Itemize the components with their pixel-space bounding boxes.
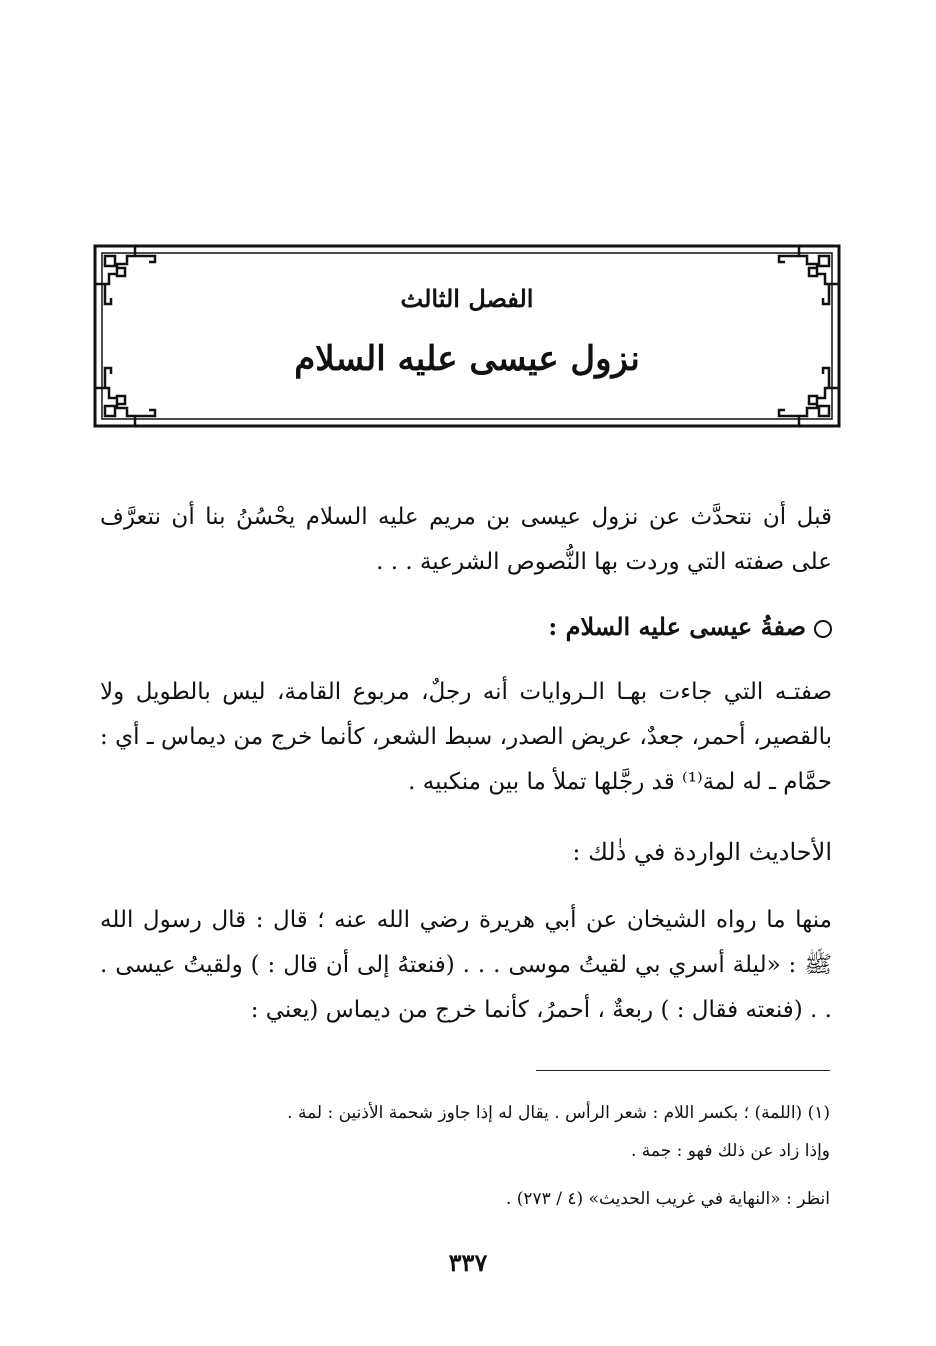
description-paragraph: صفتـه التي جاءت بهـا الـروايات أنه رجلٌ، مربوع القامة، ليس بالطويل ولا بالقصير، أحمر، جعدٌ، عريض الصدر، سبط الشعر، كأنما خرج من ديماس ـ أي : حمَّام ـ له لمة⁽¹⁾ قد رجَّلها تملأ ما بين منكبيه .	[100, 679, 832, 795]
section-heading	[548, 612, 832, 641]
ornamental-border	[93, 244, 841, 428]
page-number: ٣٣٧	[448, 1248, 488, 1277]
intro-paragraph: قبل أن نتحدَّث عن نزول عيسى بن مريم عليه السلام يحْسُنُ بنا أن نتعرَّف على صفته التي وردت بها النُّصوص الشرعية . . .	[100, 504, 832, 575]
footnote-1-reference: انظر : «النهاية في غريب الحديث» (٤ / ٢٧٣) .	[505, 1189, 830, 1209]
hadith-paragraph: منها ما رواه الشيخان عن أبي هريرة رضي الله عنه ؛ قال : قال رسول الله ﷺ : «ليلة أسري بي لقيتُ موسى . . . (فنعتهُ إلى أن قال : ) ولقيتُ عيسى . . . (فنعته فقال : ) ربعةٌ ، أحمرُ، كأنما خرج من ديماس (يعني :	[100, 907, 832, 1023]
footnote-1-line2: وإذا زاد عن ذلك فهو : جمة .	[630, 1141, 830, 1161]
circle-bullet-icon	[814, 620, 832, 638]
chapter-frame	[93, 244, 841, 428]
section-heading-text: صفةُ عيسى عليه السلام :	[548, 612, 806, 641]
chapter-label: الفصل الثالث	[400, 284, 534, 313]
chapter-title: نزول عيسى عليه السلام	[294, 339, 640, 379]
hadith-heading: الأحاديث الواردة في ذٰلك :	[572, 838, 832, 866]
footnote-1-line1: (١) (اللمة) ؛ بكسر اللام : شعر الرأس . يقال له إذا جاوز شحمة الأذنين : لمة .	[287, 1103, 830, 1123]
footnote-separator	[536, 1070, 830, 1071]
